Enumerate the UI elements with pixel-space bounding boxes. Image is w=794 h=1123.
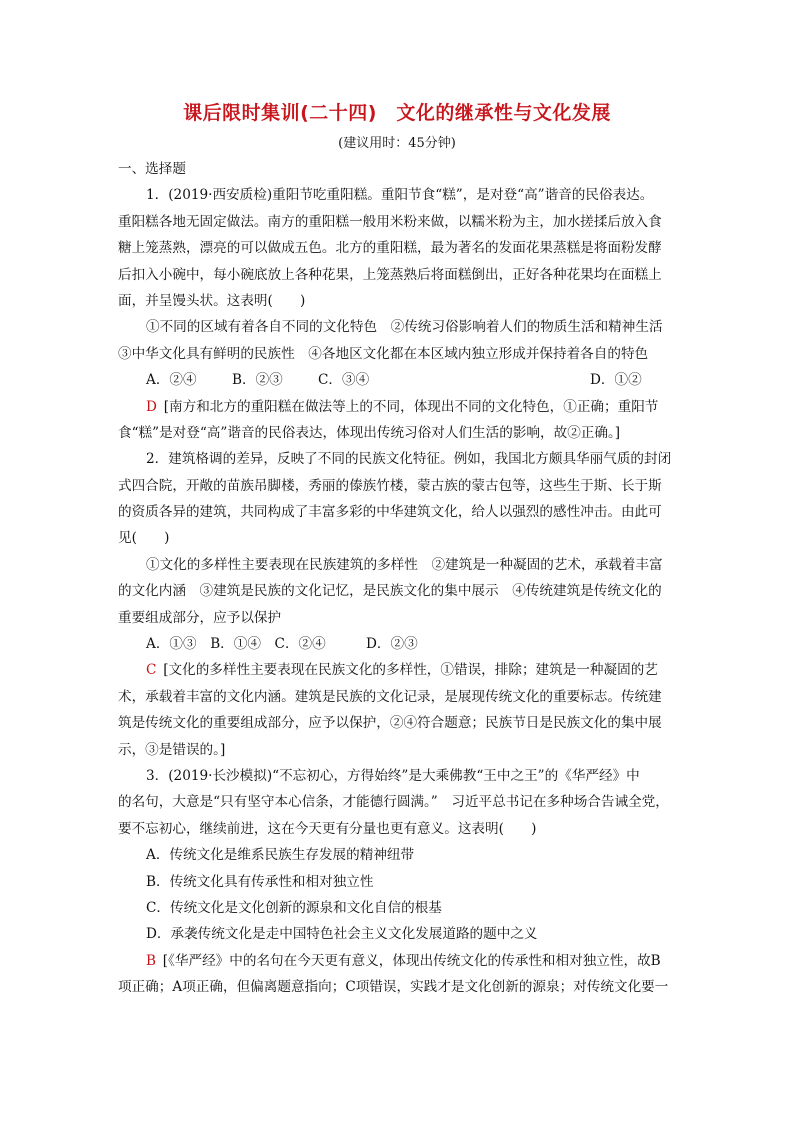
document-body: [118, 156, 678, 1001]
question-3-line: 要不忘初心，继续前进，这在今天更有分量也更有意义。这表明( ): [118, 820, 537, 837]
question-1-line: 糖上笼蒸熟，漂亮的可以做成五色。北方的重阳糕，最为著名的发面花果蒸糕是将面粉发酵: [118, 240, 662, 257]
question-1-line: 后扣入小碗中，每小碗底放上各种花果，上笼蒸熟后将面糕倒出，正好各种花果均在面糕上: [118, 266, 662, 283]
page-subtitle: (建议用时：45分钟): [338, 136, 456, 151]
option-d: D．②③: [366, 636, 418, 653]
question-1-line: 1．(2019·西安质检)重阳节吃重阳糕。重阳节食“糕”，是对登“高”谐音的民俗表达。: [146, 187, 654, 204]
answer-letter: D: [146, 398, 157, 415]
question-3-analysis: 项正确；A项正确，但偏离题意指向；C项错误，实践才是文化创新的源泉；对传统文化要一: [118, 979, 669, 996]
question-3-analysis: [118, 948, 678, 974]
question-1-line: 重阳糕各地无固定做法。南方的重阳糕一般用米粉来做，以糯米粉为主，加水搓揉后放入食: [118, 213, 662, 230]
analysis-text: [《华严经》中的名句在今天更有意义，体现出传统文化的传承性和相对独立性，故B: [162, 952, 661, 969]
question-3-line: 的名句，大意是“只有坚守本心信条，才能德行圆满。” 习近平总书记在多种场合告诫全党，: [118, 794, 669, 811]
question-2-statements: 的文化内涵 ③建筑是民族的文化记忆，是民族文化的集中展示 ④传统建筑是传统文化的: [118, 583, 662, 600]
question-1-analysis: 食“糕”是对登“高”谐音的民俗表达，体现出传统习俗对人们生活的影响，故②正确。]: [118, 424, 621, 441]
question-2-analysis: 术，承载着丰富的文化内涵。建筑是民族的文化记录，是展现传统文化的重要标志。传统建: [118, 688, 662, 705]
question-2-analysis: 示，③是错误的。]: [118, 741, 226, 758]
section-heading: 一、选择题: [118, 161, 186, 177]
answer-letter: B: [146, 952, 156, 969]
question-2-statements: 重要组成部分，应予以保护: [118, 609, 282, 626]
option-d: D．承袭传统文化是走中国特色社会主义文化发展道路的题中之义: [146, 926, 538, 943]
answer-letter: C: [146, 662, 157, 679]
question-1-statements: ①不同的区域有着各自不同的文化特色 ②传统习俗影响着人们的物质生活和精神生活: [146, 319, 663, 336]
question-2-line: 的资质各异的建筑，共同构成了丰富多彩的中华建筑文化，给人以强烈的感性冲击。由此可: [118, 504, 662, 521]
question-2-statements: ①文化的多样性主要表现在民族建筑的多样性 ②建筑是一种凝固的艺术，承载着丰富: [146, 556, 663, 573]
question-1-analysis: [118, 394, 678, 420]
question-2-analysis: 筑是传统文化的重要组成部分，应予以保护，②④符合题意；民族节日是民族文化的集中展: [118, 715, 662, 732]
question-2-options: [118, 631, 678, 657]
question-1-statements: ③中华文化具有鲜明的民族性 ④各地区文化都在本区域内独立形成并保持着各自的特色: [118, 345, 649, 362]
analysis-text: [文化的多样性主要表现在民族文化的多样性，①错误，排除；建筑是一种凝固的艺: [163, 662, 658, 679]
option-c: C．③④: [318, 372, 370, 389]
question-1-line: 面，并呈馒头状。这表明( ): [118, 292, 306, 309]
question-3-line: 3．(2019·长沙模拟)“不忘初心，方得始终”是大乘佛教“王中之王”的《华严经》中: [146, 767, 640, 784]
option-d: D．①②: [590, 372, 642, 389]
page-title: 课后限时集训(二十四) 文化的继承性与文化发展: [183, 102, 611, 124]
question-2-analysis: [118, 657, 678, 683]
option-b: B．传统文化具有传承性和相对独立性: [146, 873, 374, 890]
question-2-line: 见( ): [118, 530, 170, 547]
options-a-to-c: A．①③ B．①④ C．②④: [146, 636, 326, 653]
question-2-line: 式四合院，开敞的苗族吊脚楼，秀丽的傣族竹楼，蒙古族的蒙古包等，这些生于斯、长于斯: [118, 477, 662, 494]
option-a: A．传统文化是维系民族生存发展的精神纽带: [146, 847, 415, 864]
option-a: A．②④: [146, 372, 197, 389]
option-c: C．传统文化是文化创新的源泉和文化自信的根基: [146, 899, 442, 916]
question-2-line: 2．建筑格调的差异，反映了不同的民族文化特征。例如，我国北方颇具华丽气质的封闭: [146, 451, 672, 468]
analysis-text: [南方和北方的重阳糕在做法等上的不同，体现出不同的文化特色，①正确；重阳节: [163, 398, 659, 415]
question-1-options: [118, 367, 678, 393]
option-b: B．②③: [232, 372, 283, 389]
